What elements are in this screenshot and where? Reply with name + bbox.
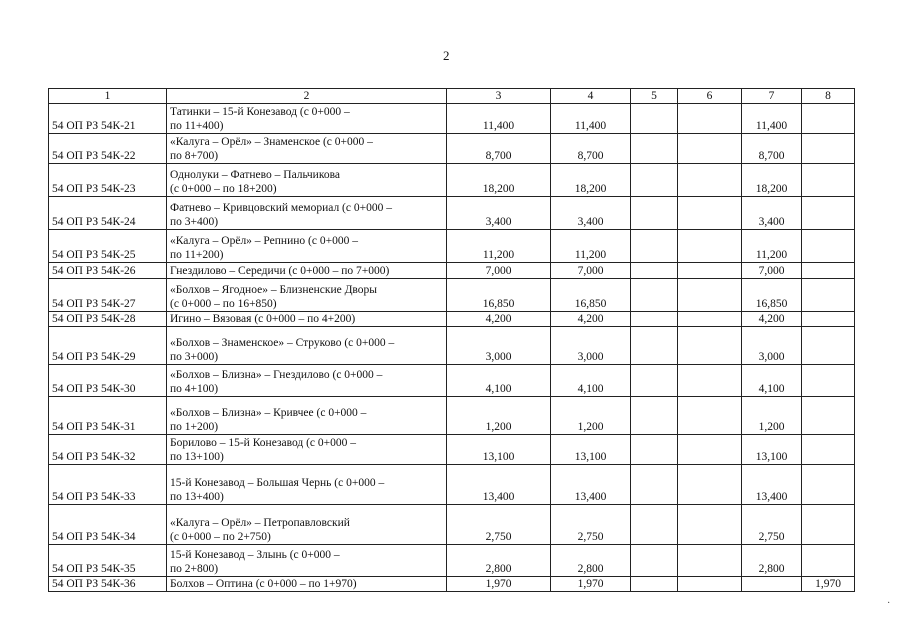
road-name-line: «Калуга – Орёл» – Знаменское (с 0+000 – — [170, 136, 373, 148]
table-row — [49, 397, 855, 435]
value-cell-c6 — [678, 365, 742, 397]
road-name-cell — [167, 435, 447, 465]
value-cell-c6 — [678, 312, 742, 327]
road-name-line: Гнездилово – Середичи (с 0+000 – по 7+000) — [170, 265, 390, 277]
value-cell-c7: 16,850 — [742, 279, 802, 312]
value-cell-c4: 11,200 — [551, 230, 631, 263]
value-cell-c6 — [678, 164, 742, 197]
value-cell-c5 — [631, 435, 678, 465]
value-cell-c8 — [802, 279, 855, 312]
table-row — [49, 435, 855, 465]
header-row — [49, 89, 855, 104]
col-header-4: 4 — [551, 89, 631, 104]
value-cell-c6 — [678, 577, 742, 592]
road-code-cell: 54 ОП РЗ 54К-30 — [49, 365, 167, 397]
value-cell-c5 — [631, 197, 678, 230]
road-name-line: по 13+100) — [170, 451, 224, 463]
road-name-line: «Калуга – Орёл» – Петропавловский — [170, 517, 350, 529]
col-header-1: 1 — [49, 89, 167, 104]
value-cell-c4: 1,970 — [551, 577, 631, 592]
value-cell-c4: 2,750 — [551, 505, 631, 545]
road-name-line: «Болхов – Знаменское» – Струково (с 0+000 – — [170, 337, 395, 349]
value-cell-c3: 18,200 — [447, 164, 551, 197]
value-cell-c5 — [631, 365, 678, 397]
value-cell-c5 — [631, 279, 678, 312]
value-cell-c5 — [631, 134, 678, 164]
page-number: 2 — [443, 48, 450, 63]
road-code-cell: 54 ОП РЗ 54К-31 — [49, 397, 167, 435]
value-cell-c8 — [802, 435, 855, 465]
value-cell-c4: 16,850 — [551, 279, 631, 312]
value-cell-c6 — [678, 134, 742, 164]
scan-mark: · — [887, 598, 891, 609]
road-name-cell — [167, 312, 447, 327]
road-name-cell — [167, 465, 447, 505]
road-name-line: (с 0+000 – по 18+200) — [170, 183, 277, 195]
road-name-line: по 2+800) — [170, 563, 219, 575]
value-cell-c5 — [631, 164, 678, 197]
value-cell-c6 — [678, 397, 742, 435]
value-cell-c5 — [631, 545, 678, 577]
road-name-line: по 3+400) — [170, 216, 219, 228]
table-row — [49, 197, 855, 230]
table-row — [49, 279, 855, 312]
value-cell-c6 — [678, 465, 742, 505]
col-header-8: 8 — [802, 89, 855, 104]
value-cell-c3: 3,400 — [447, 197, 551, 230]
value-cell-c6 — [678, 104, 742, 134]
road-name-line: Фатнево – Кривцовский мемориал (с 0+000 – — [170, 202, 392, 214]
road-name-cell — [167, 230, 447, 263]
value-cell-c3: 8,700 — [447, 134, 551, 164]
value-cell-c7: 4,200 — [742, 312, 802, 327]
road-name-line: Борилово – 15-й Конезавод (с 0+000 – — [170, 437, 357, 449]
road-code-cell: 54 ОП РЗ 54К-28 — [49, 312, 167, 327]
road-code-cell: 54 ОП РЗ 54К-24 — [49, 197, 167, 230]
road-name-cell — [167, 104, 447, 134]
value-cell-c8 — [802, 397, 855, 435]
value-cell-c4: 1,200 — [551, 397, 631, 435]
col-header-7: 7 — [742, 89, 802, 104]
road-name-line: 15-й Конезавод – Большая Чернь (с 0+000 – — [170, 477, 385, 489]
value-cell-c8 — [802, 505, 855, 545]
value-cell-c7: 13,100 — [742, 435, 802, 465]
road-code-cell: 54 ОП РЗ 54К-35 — [49, 545, 167, 577]
value-cell-c6 — [678, 327, 742, 365]
value-cell-c8 — [802, 104, 855, 134]
road-name-cell — [167, 164, 447, 197]
road-name-line: по 1+200) — [170, 421, 219, 433]
value-cell-c7: 2,800 — [742, 545, 802, 577]
value-cell-c8 — [802, 230, 855, 263]
road-code-cell: 54 ОП РЗ 54К-36 — [49, 577, 167, 592]
value-cell-c8 — [802, 365, 855, 397]
table-row — [49, 230, 855, 263]
table-row — [49, 505, 855, 545]
value-cell-c5 — [631, 263, 678, 279]
table-row — [49, 312, 855, 327]
road-code-cell: 54 ОП РЗ 54К-32 — [49, 435, 167, 465]
value-cell-c3: 1,200 — [447, 397, 551, 435]
roads-table — [48, 88, 855, 592]
value-cell-c6 — [678, 435, 742, 465]
road-name-line: «Болхов – Ягодное» – Близненские Дворы — [170, 284, 377, 296]
value-cell-c6 — [678, 545, 742, 577]
value-cell-c7 — [742, 577, 802, 592]
road-name-cell — [167, 263, 447, 279]
table-row — [49, 164, 855, 197]
value-cell-c7: 1,200 — [742, 397, 802, 435]
road-name-line: Игино – Вязовая (с 0+000 – по 4+200) — [170, 313, 356, 325]
road-code-cell: 54 ОП РЗ 54К-33 — [49, 465, 167, 505]
value-cell-c8 — [802, 197, 855, 230]
value-cell-c4: 7,000 — [551, 263, 631, 279]
road-name-line: Татинки – 15-й Конезавод (с 0+000 – — [170, 106, 350, 118]
road-name-cell — [167, 505, 447, 545]
road-code-cell: 54 ОП РЗ 54К-26 — [49, 263, 167, 279]
value-cell-c3: 4,100 — [447, 365, 551, 397]
value-cell-c3: 2,750 — [447, 505, 551, 545]
table-row — [49, 327, 855, 365]
col-header-3: 3 — [447, 89, 551, 104]
value-cell-c4: 13,400 — [551, 465, 631, 505]
value-cell-c7: 3,000 — [742, 327, 802, 365]
value-cell-c3: 4,200 — [447, 312, 551, 327]
road-name-line: по 3+000) — [170, 351, 219, 363]
road-name-line: по 4+100) — [170, 383, 219, 395]
value-cell-c3: 2,800 — [447, 545, 551, 577]
col-header-6: 6 — [678, 89, 742, 104]
value-cell-c5 — [631, 312, 678, 327]
road-name-line: Болхов – Оптина (с 0+000 – по 1+970) — [170, 578, 357, 590]
value-cell-c5 — [631, 505, 678, 545]
road-code-cell: 54 ОП РЗ 54К-21 — [49, 104, 167, 134]
road-name-line: «Болхов – Близна» – Кривчее (с 0+000 – — [170, 407, 367, 419]
road-name-line: 15-й Конезавод – Злынь (с 0+000 – — [170, 549, 340, 561]
road-name-line: Однолуки – Фатнево – Пальчикова — [170, 169, 340, 181]
road-name-cell — [167, 577, 447, 592]
road-name-cell — [167, 327, 447, 365]
table-row — [49, 365, 855, 397]
col-header-5: 5 — [631, 89, 678, 104]
value-cell-c3: 16,850 — [447, 279, 551, 312]
value-cell-c3: 13,400 — [447, 465, 551, 505]
road-name-cell — [167, 134, 447, 164]
value-cell-c7: 13,400 — [742, 465, 802, 505]
value-cell-c7: 2,750 — [742, 505, 802, 545]
road-name-line: (с 0+000 – по 16+850) — [170, 298, 277, 310]
value-cell-c4: 3,400 — [551, 197, 631, 230]
road-code-cell: 54 ОП РЗ 54К-25 — [49, 230, 167, 263]
road-name-cell — [167, 279, 447, 312]
road-name-cell — [167, 545, 447, 577]
road-code-cell: 54 ОП РЗ 54К-23 — [49, 164, 167, 197]
value-cell-c7: 7,000 — [742, 263, 802, 279]
road-name-line: (с 0+000 – по 2+750) — [170, 531, 271, 543]
table-row — [49, 263, 855, 279]
value-cell-c5 — [631, 577, 678, 592]
value-cell-c7: 11,200 — [742, 230, 802, 263]
value-cell-c4: 18,200 — [551, 164, 631, 197]
value-cell-c3: 11,400 — [447, 104, 551, 134]
value-cell-c5 — [631, 230, 678, 263]
value-cell-c8 — [802, 134, 855, 164]
value-cell-c4: 2,800 — [551, 545, 631, 577]
road-name-cell — [167, 397, 447, 435]
value-cell-c7: 8,700 — [742, 134, 802, 164]
road-name-line: по 8+700) — [170, 150, 219, 162]
road-code-cell: 54 ОП РЗ 54К-29 — [49, 327, 167, 365]
value-cell-c8 — [802, 545, 855, 577]
value-cell-c3: 3,000 — [447, 327, 551, 365]
value-cell-c3: 13,100 — [447, 435, 551, 465]
value-cell-c4: 8,700 — [551, 134, 631, 164]
road-name-cell — [167, 197, 447, 230]
table-row — [49, 134, 855, 164]
value-cell-c6 — [678, 197, 742, 230]
road-name-line: по 13+400) — [170, 491, 224, 503]
table-row — [49, 545, 855, 577]
road-code-cell: 54 ОП РЗ 54К-27 — [49, 279, 167, 312]
value-cell-c7: 18,200 — [742, 164, 802, 197]
value-cell-c8: 1,970 — [802, 577, 855, 592]
road-code-cell: 54 ОП РЗ 54К-22 — [49, 134, 167, 164]
road-name-cell — [167, 365, 447, 397]
value-cell-c3: 7,000 — [447, 263, 551, 279]
table-row — [49, 465, 855, 505]
road-name-line: «Болхов – Близна» – Гнездилово (с 0+000 – — [170, 369, 383, 381]
value-cell-c5 — [631, 465, 678, 505]
value-cell-c7: 3,400 — [742, 197, 802, 230]
value-cell-c7: 11,400 — [742, 104, 802, 134]
table-row — [49, 577, 855, 592]
value-cell-c4: 4,100 — [551, 365, 631, 397]
road-code-cell: 54 ОП РЗ 54К-34 — [49, 505, 167, 545]
value-cell-c4: 3,000 — [551, 327, 631, 365]
value-cell-c6 — [678, 263, 742, 279]
value-cell-c6 — [678, 230, 742, 263]
value-cell-c3: 11,200 — [447, 230, 551, 263]
value-cell-c4: 11,400 — [551, 104, 631, 134]
value-cell-c5 — [631, 104, 678, 134]
value-cell-c8 — [802, 164, 855, 197]
table-row — [49, 104, 855, 134]
value-cell-c8 — [802, 263, 855, 279]
value-cell-c6 — [678, 505, 742, 545]
road-name-line: «Калуга – Орёл» – Репнино (с 0+000 – — [170, 235, 358, 247]
road-name-line: по 11+400) — [170, 120, 224, 132]
value-cell-c3: 1,970 — [447, 577, 551, 592]
value-cell-c4: 4,200 — [551, 312, 631, 327]
value-cell-c5 — [631, 327, 678, 365]
col-header-2: 2 — [167, 89, 447, 104]
value-cell-c5 — [631, 397, 678, 435]
value-cell-c4: 13,100 — [551, 435, 631, 465]
value-cell-c7: 4,100 — [742, 365, 802, 397]
value-cell-c6 — [678, 279, 742, 312]
value-cell-c8 — [802, 465, 855, 505]
value-cell-c8 — [802, 327, 855, 365]
value-cell-c8 — [802, 312, 855, 327]
road-name-line: по 11+200) — [170, 249, 224, 261]
